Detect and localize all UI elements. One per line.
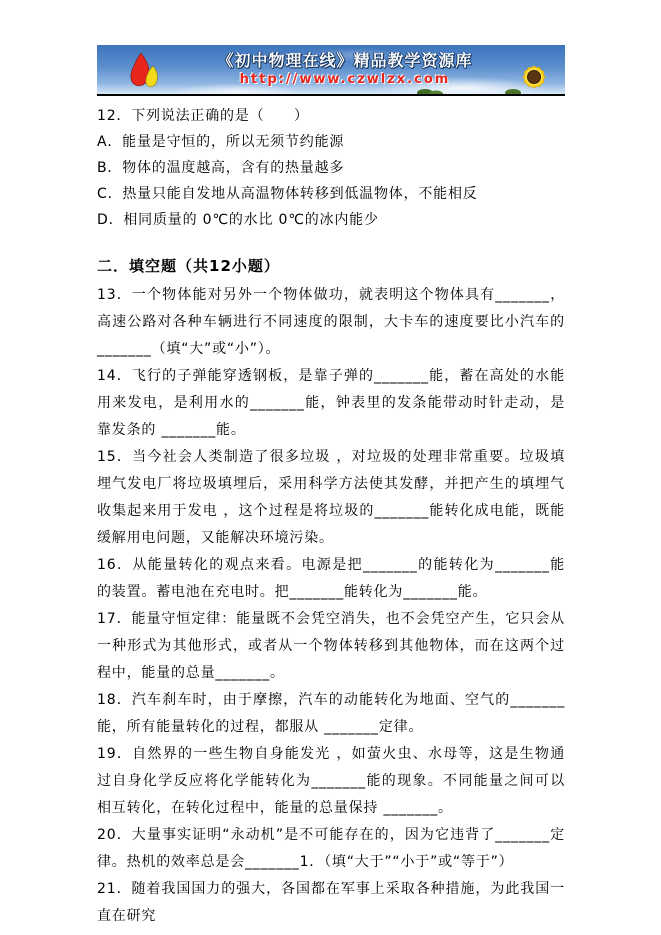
banner-url: http://www.czwlzx.com: [239, 72, 451, 87]
question-12-option-d: D．相同质量的 0℃的水比 0℃的冰内能少: [97, 212, 379, 228]
banner-text-block: [187, 48, 503, 87]
question-12-option-c: C．热量只能自发地从高温物体转移到低温物体，不能相反: [97, 186, 478, 202]
question-16: 16．从能量转化的观点来看。电源是把_______的能转化为_______能的装置。蓄电池在充电时。把_______能转化为_______能。: [97, 557, 565, 600]
question-15: 15．当今社会人类制造了很多垃圾 ，对垃圾的处理非常重要。垃圾填埋气发电厂将垃圾填埋后，采用科学方法使其发酵，并把产生的填埋气收集起来用于发电 ，这个过程是将垃圾的_______能转化成电能，既能缓解用电问题，又能解决环境污染。: [97, 449, 565, 546]
question-18: 18．汽车刹车时，由于摩擦，汽车的动能转化为地面、空气的_______能，所有能量转化的过程，都服从 _______定律。: [97, 692, 565, 735]
question-19: 19．自然界的一些生物自身能发光 ，如萤火虫、水母等，这是生物通过自身化学反应将化学能转化为_______能的现象。不同能量之间可以相互转化，在转化过程中，能量的总量保持 _______。: [97, 746, 565, 816]
question-17: 17．能量守恒定律：能量既不会凭空消失，也不会凭空产生，它只会从一种形式为其他形式，或者从一个物体转移到其他物体，而在这两个过程中，能量的总量_______。: [97, 611, 565, 681]
question-12-option-b: B．物体的温度越高，含有的热量越多: [97, 160, 345, 176]
document-content: [97, 96, 565, 930]
flame-logo-icon: [127, 52, 163, 94]
section-title-fill-in: 二．填空题（共12小题）: [97, 257, 280, 275]
sunflower-icon: [505, 55, 559, 96]
question-14: 14．飞行的子弹能穿透钢板，是靠子弹的_______能，蓄在高处的水能用来发电，是利用水的_______能，钟表里的发条能带动时针走动，是靠发条的 _______能。: [97, 368, 565, 438]
site-banner: [97, 45, 565, 96]
question-12-option-a: A．能量是守恒的，所以无须节约能源: [97, 134, 345, 150]
question-21: 21．随着我国国力的强大，各国都在军事上采取各种措施，为此我国一直在研究: [97, 881, 565, 924]
leaf-icon: [417, 84, 443, 96]
question-12-stem: 12．下列说法正确的是（ ）: [97, 108, 309, 124]
question-13: 13．一个物体能对另外一个物体做功，就表明这个物体具有_______，高速公路对各种车辆进行不同速度的限制，大卡车的速度要比小汽车的_______（填“大”或“小”）。: [97, 287, 565, 357]
question-20: 20．大量事实证明“永动机”是不可能存在的，因为它违背了_______定律。热机的效率总是会_______1．（填“大于”“小于”或“等于”）: [97, 827, 565, 870]
banner-title: 《初中物理在线》精品教学资源库: [217, 51, 473, 70]
